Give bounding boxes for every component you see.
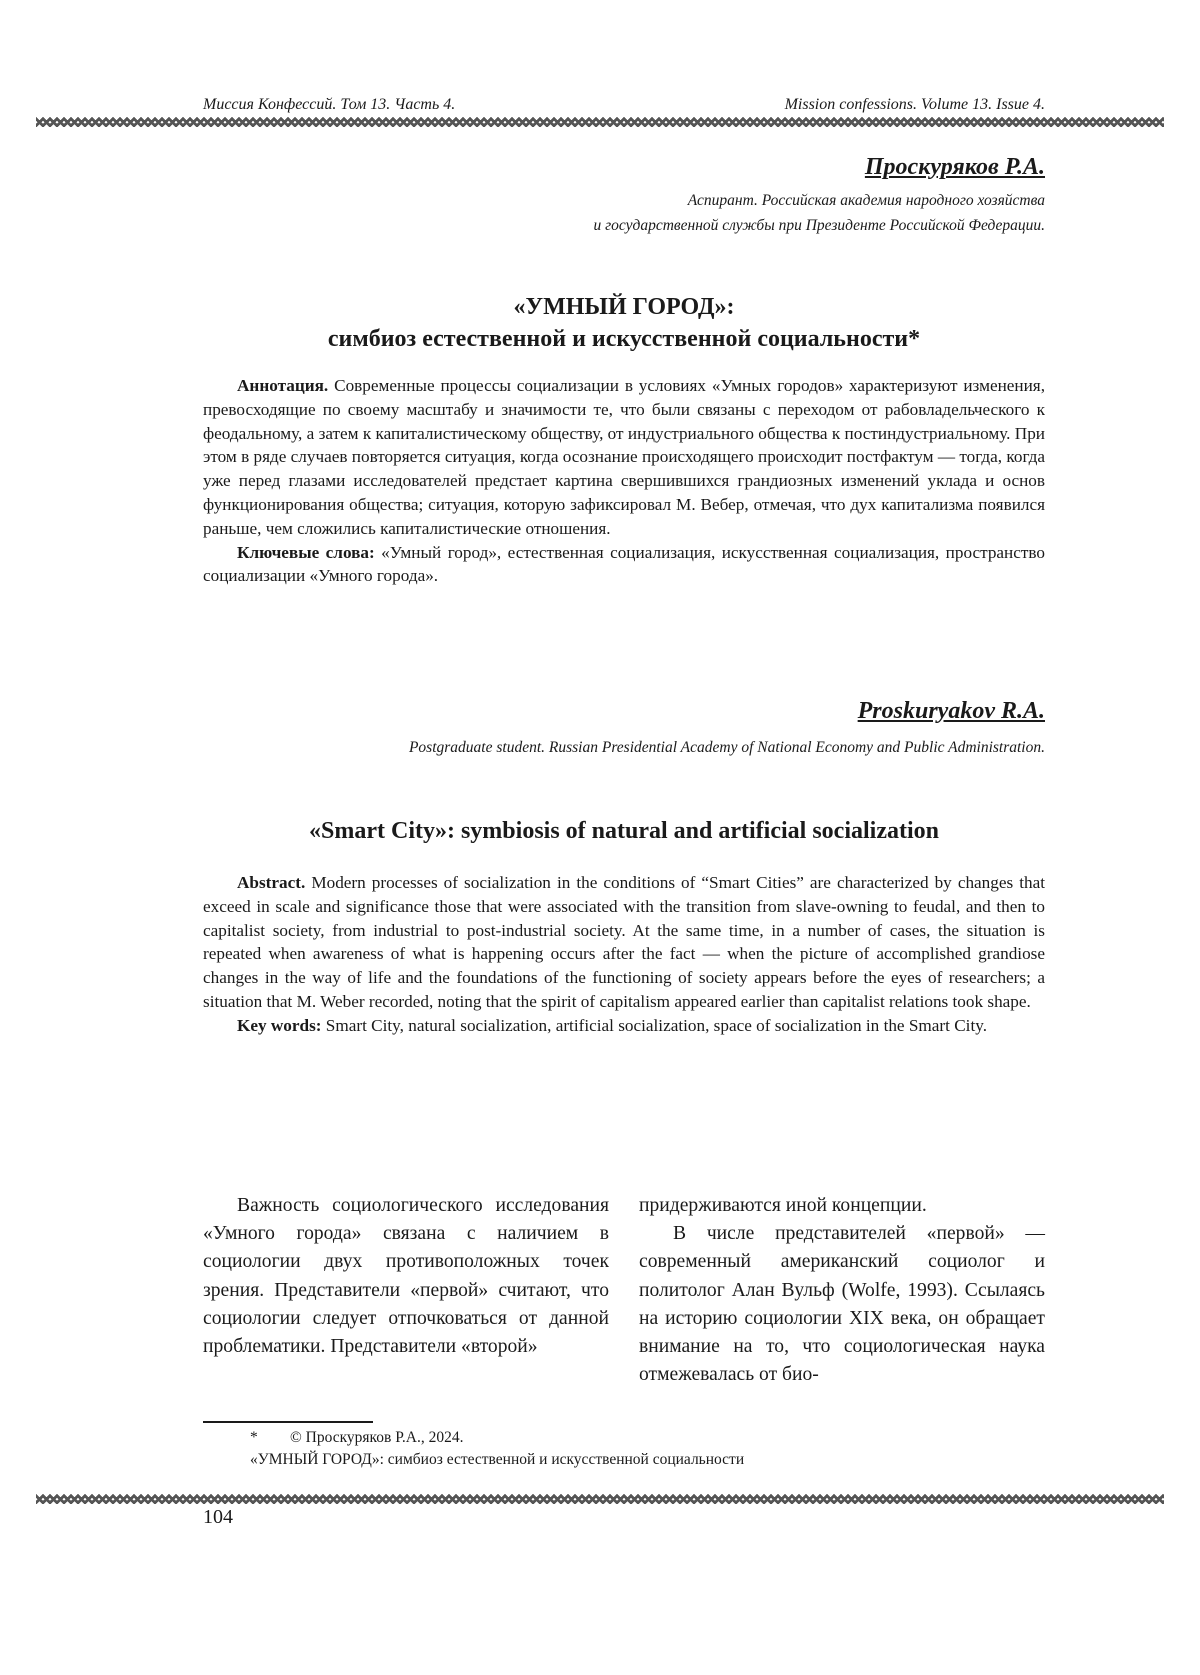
page-number: 104 (203, 1506, 233, 1529)
header-ornament-divider (36, 117, 1164, 127)
abstract-ru-paragraph (203, 374, 1045, 541)
footnote-copyright: © Проскуряков Р.А., 2024. (290, 1429, 464, 1446)
abstract-ru-label: Аннотация. (237, 376, 328, 395)
affiliation-line-1: Аспирант. Российская академия народного хозяйства (593, 188, 1045, 213)
abstract-ru-text: Современные процессы социализации в условиях «Умных городов» характеризуют изменения, превосходящие по своему масштабу и значимости те, что были связаны с переходом от рабовладельческого к феодальному, а затем к капиталистическому обществу, от индустриального общества к постиндустриальному. При этом в ряде случаев повторяется ситуация, когда осознание происходящего происходит постфактум — тогда, когда уже перед глазами исследователей предстает картина свершившихся грандиозных изменений уклада и основ функционирования общества; ситуация, которую зафиксировал М. Вебер, отмечая, что дух капитализма появился раньше, чем сложились капиталистические отношения. (203, 376, 1045, 538)
title-ru-line-2: симбиоз естественной и искусственной социальности* (203, 323, 1045, 355)
footnote-rule (203, 1421, 373, 1423)
running-header-right: Mission confessions. Volume 13. Issue 4. (740, 96, 1045, 114)
abstract-en-label: Abstract. (237, 873, 305, 892)
footnote-line-1 (203, 1427, 744, 1449)
keywords-en-text: Smart City, natural socialization, artificial socialization, space of socialization in the Smart City. (326, 1016, 987, 1035)
footnote (203, 1427, 744, 1471)
abstract-ru (203, 374, 1045, 588)
body-column-right (639, 1192, 1045, 1389)
abstract-en-text: Modern processes of socialization in the conditions of “Smart Cities” are characterized by changes that exceed in scale and significance those that were associated with the transition from slave-owning to feudal, and then to capitalist society, from industrial to post-industrial society. At the same time, in a number of cases, the situation is repeated when awareness of what is happening occurs after the fact — when the picture of accomplished grandiose changes in the way of life and the foundations of the functioning of society appears before the eyes of researchers; a situation that M. Weber recorded, noting that the spirit of capitalism appeared earlier than capitalist relations took shape. (203, 873, 1045, 1011)
article-title-en: «Smart City»: symbiosis of natural and artificial socialization (203, 815, 1045, 847)
title-ru-line-1: «УМНЫЙ ГОРОД»: (203, 291, 1045, 323)
running-header-left: Миссия Конфессий. Том 13. Часть 4. (203, 96, 455, 114)
body-column-left (203, 1192, 609, 1361)
body-paragraph: Важность социологического исследования «Умного города» связана с наличием в социологии двух противоположных точек зрения. Представители «первой» считают, что социологии следует отпочковаться от данной проблематики. Представители «второй» (203, 1192, 609, 1361)
body-paragraph: придерживаются иной концепции. (639, 1192, 1045, 1220)
keywords-en-paragraph (203, 1014, 1045, 1038)
keywords-ru-text: «Умный город», естественная социализация, искусственная социализация, пространство социализации «Умного города». (203, 543, 1045, 586)
author-affiliation-en: Postgraduate student. Russian Presidential Academy of National Economy and Public Administration. (409, 735, 1045, 760)
keywords-en-label: Key words: (237, 1016, 322, 1035)
keywords-ru-label: Ключевые слова: (237, 543, 375, 562)
footnote-line-2: «УМНЫЙ ГОРОД»: симбиоз естественной и искусственной социальности (203, 1449, 744, 1471)
author-name-en: Proskuryakov R.A. (858, 698, 1045, 725)
footer-ornament-divider (36, 1494, 1164, 1504)
article-title-ru (203, 291, 1045, 355)
footnote-marker: * (203, 1427, 290, 1449)
keywords-ru-paragraph (203, 541, 1045, 589)
abstract-en-paragraph (203, 871, 1045, 1014)
body-paragraph: В числе представителей «первой» — современный американский социолог и политолог Алан Вульф (Wolfe, 1993). Ссылаясь на историю социологии XIX века, он обращает внимание на то, что социологическая наука отмежевалась от био- (639, 1220, 1045, 1389)
abstract-en (203, 871, 1045, 1038)
affiliation-line-2: и государственной службы при Президенте Российской Федерации. (593, 213, 1045, 238)
author-affiliation-ru (593, 188, 1045, 238)
author-name-ru: Проскуряков Р.А. (865, 154, 1045, 181)
